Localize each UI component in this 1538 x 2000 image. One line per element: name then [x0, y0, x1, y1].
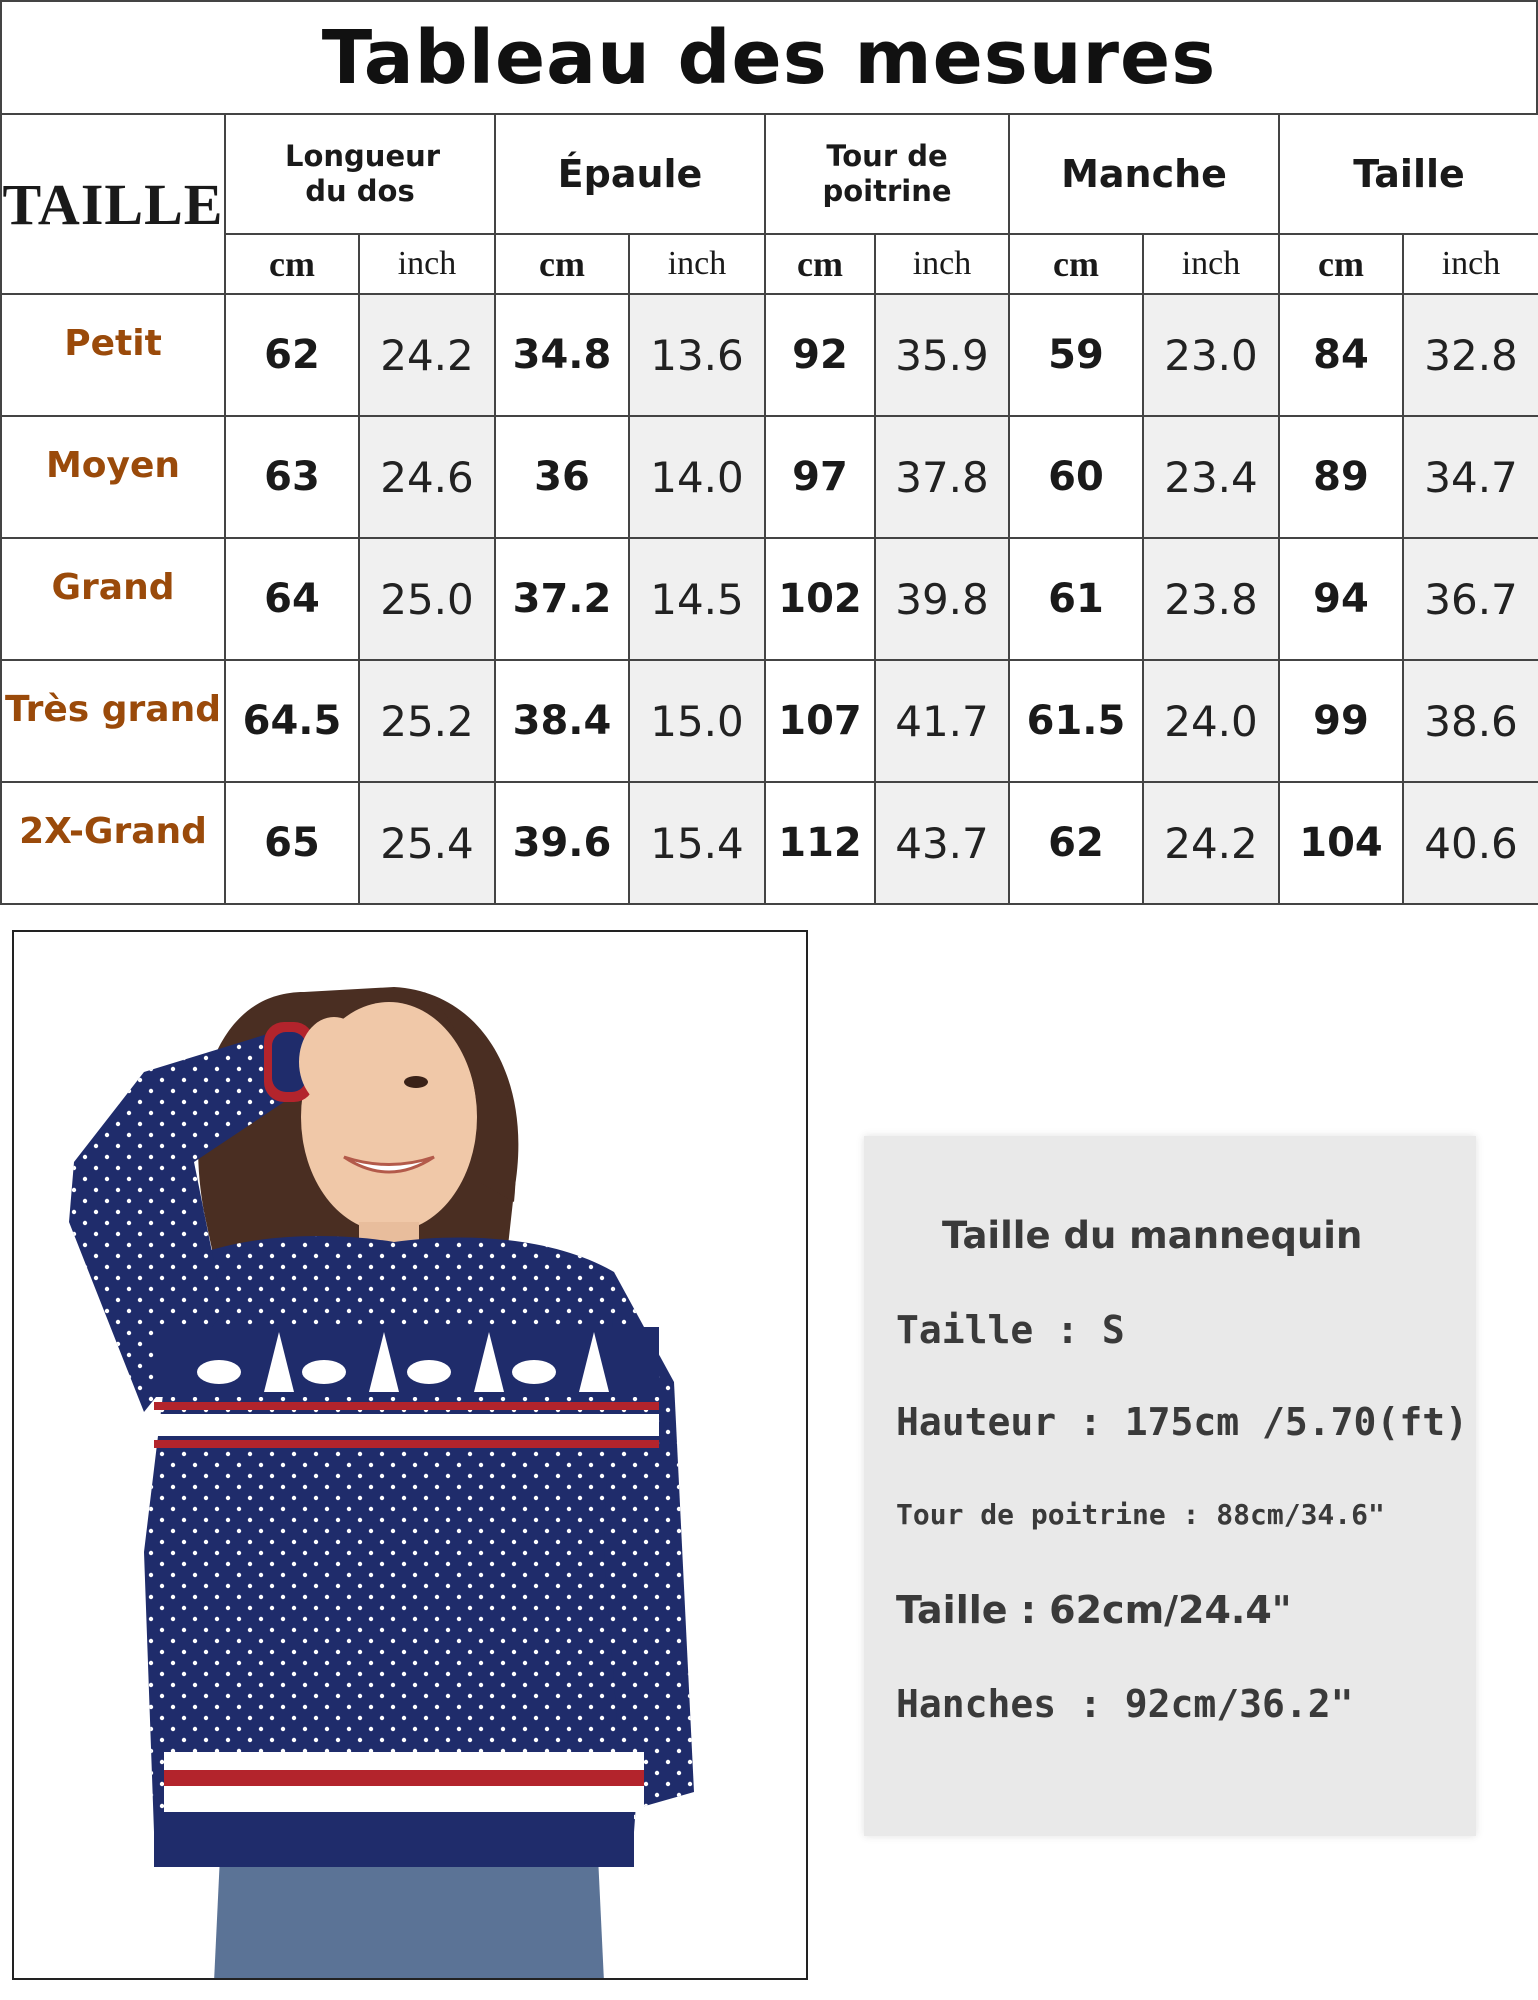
model-height: Hauteur : 175cm /5.70(ft) — [896, 1400, 1468, 1444]
table-row — [1, 416, 1538, 538]
model-chest: Tour de poitrine : 88cm/34.6" — [896, 1498, 1385, 1531]
cell-inch: 24.2 — [359, 294, 495, 416]
size-column-header: TAILLE — [1, 114, 225, 294]
cell-cm: 94 — [1279, 538, 1403, 660]
cell-inch: 24.0 — [1143, 660, 1279, 782]
cell-inch: 23.4 — [1143, 416, 1279, 538]
unit-inch: inch — [629, 234, 765, 294]
cell-inch: 37.8 — [875, 416, 1009, 538]
cell-inch: 41.7 — [875, 660, 1009, 782]
cell-cm: 60 — [1009, 416, 1143, 538]
header-sleeve: Manche — [1009, 114, 1279, 234]
table-row — [1, 660, 1538, 782]
header-shoulder: Épaule — [495, 114, 765, 234]
cell-cm: 112 — [765, 782, 875, 904]
cell-cm: 62 — [1009, 782, 1143, 904]
cell-cm: 64.5 — [225, 660, 359, 782]
table-row — [1, 538, 1538, 660]
header-waist: Taille — [1279, 114, 1538, 234]
page-title: Tableau des mesures — [321, 14, 1217, 101]
cell-inch: 24.2 — [1143, 782, 1279, 904]
cell-cm: 99 — [1279, 660, 1403, 782]
cell-inch: 14.5 — [629, 538, 765, 660]
unit-cm: cm — [495, 234, 629, 294]
cell-inch: 25.4 — [359, 782, 495, 904]
cell-inch: 15.4 — [629, 782, 765, 904]
cell-inch: 35.9 — [875, 294, 1009, 416]
unit-cm: cm — [1009, 234, 1143, 294]
cell-inch: 13.6 — [629, 294, 765, 416]
table-row — [1, 782, 1538, 904]
size-label: Très grand — [1, 660, 225, 782]
cell-cm: 64 — [225, 538, 359, 660]
cell-cm: 104 — [1279, 782, 1403, 904]
cell-cm: 59 — [1009, 294, 1143, 416]
model-photo — [12, 930, 808, 1980]
cell-cm: 38.4 — [495, 660, 629, 782]
size-label: Petit — [1, 294, 225, 416]
cell-inch: 34.7 — [1403, 416, 1538, 538]
cell-inch: 32.8 — [1403, 294, 1538, 416]
unit-cm: cm — [1279, 234, 1403, 294]
size-label: Grand — [1, 538, 225, 660]
cell-cm: 97 — [765, 416, 875, 538]
cell-inch: 25.2 — [359, 660, 495, 782]
cell-inch: 24.6 — [359, 416, 495, 538]
cell-inch: 14.0 — [629, 416, 765, 538]
cell-cm: 63 — [225, 416, 359, 538]
cell-cm: 61 — [1009, 538, 1143, 660]
size-label: Moyen — [1, 416, 225, 538]
cell-cm: 37.2 — [495, 538, 629, 660]
cell-cm: 39.6 — [495, 782, 629, 904]
cell-inch: 23.0 — [1143, 294, 1279, 416]
cell-cm: 65 — [225, 782, 359, 904]
unit-inch: inch — [1143, 234, 1279, 294]
model-info-box — [864, 1136, 1476, 1836]
table-row — [1, 294, 1538, 416]
header-chest: Tour de poitrine — [765, 114, 1009, 234]
cell-inch: 36.7 — [1403, 538, 1538, 660]
unit-inch: inch — [1403, 234, 1538, 294]
unit-cm: cm — [765, 234, 875, 294]
model-info-title: Taille du mannequin — [942, 1214, 1363, 1257]
cell-inch: 15.0 — [629, 660, 765, 782]
unit-cm: cm — [225, 234, 359, 294]
unit-inch: inch — [875, 234, 1009, 294]
cell-cm: 84 — [1279, 294, 1403, 416]
cell-cm: 107 — [765, 660, 875, 782]
cell-inch: 38.6 — [1403, 660, 1538, 782]
cell-inch: 25.0 — [359, 538, 495, 660]
title-bar — [0, 0, 1538, 113]
model-hips: Hanches : 92cm/36.2" — [896, 1682, 1354, 1726]
cell-cm: 61.5 — [1009, 660, 1143, 782]
cell-inch: 43.7 — [875, 782, 1009, 904]
cell-cm: 36 — [495, 416, 629, 538]
size-chart-table — [0, 113, 1538, 905]
size-label: 2X-Grand — [1, 782, 225, 904]
cell-inch: 40.6 — [1403, 782, 1538, 904]
unit-inch: inch — [359, 234, 495, 294]
model-size: Taille : S — [896, 1308, 1125, 1352]
header-back-length: Longueur du dos — [225, 114, 495, 234]
cell-cm: 62 — [225, 294, 359, 416]
cell-cm: 34.8 — [495, 294, 629, 416]
cell-cm: 102 — [765, 538, 875, 660]
cell-cm: 89 — [1279, 416, 1403, 538]
model-illustration — [14, 932, 808, 1980]
cell-inch: 39.8 — [875, 538, 1009, 660]
cell-inch: 23.8 — [1143, 538, 1279, 660]
cell-cm: 92 — [765, 294, 875, 416]
model-waist: Taille : 62cm/24.4" — [896, 1588, 1292, 1632]
